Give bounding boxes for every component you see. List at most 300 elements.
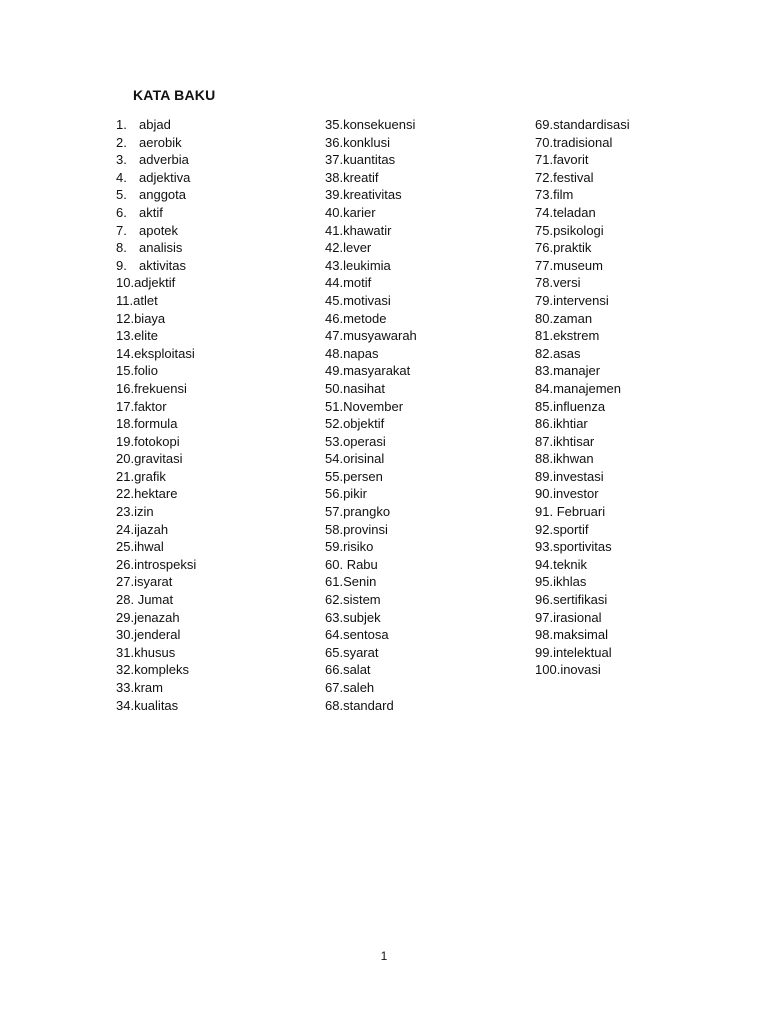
item-word: teknik	[553, 556, 588, 572]
item-number: 40.	[325, 204, 344, 220]
list-item	[116, 257, 196, 275]
item-number: 52.	[325, 416, 344, 432]
item-number: 76.	[535, 240, 554, 256]
item-number: 88.	[535, 451, 554, 467]
item-word: aktif	[139, 204, 163, 220]
list-item	[535, 626, 630, 644]
item-word: maksimal	[553, 627, 608, 643]
item-word: gravitasi	[134, 451, 183, 467]
item-number: 46.	[325, 310, 344, 326]
item-number: 84.	[535, 380, 554, 396]
list-item	[535, 450, 630, 468]
item-number: 87.	[535, 433, 554, 449]
list-item	[325, 626, 417, 644]
item-number: 51.	[325, 398, 344, 414]
item-number: 85.	[535, 398, 554, 414]
list-item	[325, 186, 417, 204]
item-number: 22.	[116, 486, 135, 502]
item-word: kreatif	[343, 169, 379, 185]
list-item	[535, 485, 630, 503]
item-word: karier	[343, 204, 376, 220]
item-word: adjektiva	[139, 169, 191, 185]
list-item	[325, 362, 417, 380]
item-word: ikhwan	[553, 451, 594, 467]
item-word: sentosa	[343, 627, 389, 643]
list-item	[116, 204, 196, 222]
item-word: investasi	[553, 468, 604, 484]
list-item	[535, 398, 630, 416]
item-word: napas	[343, 345, 379, 361]
item-word: musyawarah	[343, 328, 417, 344]
list-item	[325, 222, 417, 240]
list-item	[116, 239, 196, 257]
item-number: 69.	[535, 117, 554, 132]
item-number: 60.	[325, 556, 344, 572]
item-number: 58.	[325, 521, 344, 537]
item-number: 63.	[325, 609, 344, 625]
item-word: film	[553, 187, 574, 203]
item-word: inovasi	[560, 662, 601, 678]
list-item	[535, 345, 630, 363]
item-word: fotokopi	[134, 433, 180, 449]
item-number: 23.	[116, 504, 135, 520]
item-number: 98.	[535, 627, 554, 643]
item-word: kualitas	[134, 697, 179, 713]
item-word: pikir	[343, 486, 367, 502]
item-number: 35.	[325, 117, 344, 132]
list-item	[325, 644, 417, 662]
list-item	[116, 327, 196, 345]
list-item	[535, 362, 630, 380]
list-item	[535, 151, 630, 169]
list-item	[325, 327, 417, 345]
list-item	[325, 485, 417, 503]
item-word: operasi	[343, 433, 386, 449]
item-word: Rabu	[343, 556, 378, 572]
item-number: 42.	[325, 240, 344, 256]
item-number: 39.	[325, 187, 344, 203]
item-word: formula	[134, 416, 178, 432]
item-word: tradisional	[553, 134, 613, 150]
item-word: abjad	[139, 117, 171, 132]
item-word: sistem	[343, 592, 381, 608]
list-item	[535, 274, 630, 292]
item-number: 54.	[325, 451, 344, 467]
item-number: 36.	[325, 134, 344, 150]
item-word: teladan	[553, 204, 596, 220]
item-number: 24.	[116, 521, 135, 537]
item-number: 19.	[116, 433, 135, 449]
item-number: 53.	[325, 433, 344, 449]
item-number: 3.	[116, 152, 127, 168]
item-word: kram	[134, 680, 163, 695]
list-item	[116, 661, 196, 679]
list-item	[535, 310, 630, 328]
item-number: 44.	[325, 275, 344, 291]
list-item	[116, 186, 196, 204]
list-item	[116, 169, 196, 187]
item-word: isyarat	[134, 574, 173, 590]
item-number: 78.	[535, 275, 554, 291]
item-word: faktor	[134, 398, 167, 414]
item-word: museum	[553, 257, 603, 273]
list-item	[325, 169, 417, 187]
list-item	[325, 292, 417, 310]
item-word: Februari	[553, 504, 606, 520]
item-word: saleh	[343, 680, 375, 695]
list-item	[325, 697, 417, 715]
item-number: 62.	[325, 592, 344, 608]
list-item	[116, 380, 196, 398]
item-number: 99.	[535, 644, 554, 660]
list-item	[325, 116, 417, 134]
item-word: sportivitas	[553, 539, 612, 555]
list-item	[325, 134, 417, 152]
item-word: frekuensi	[134, 380, 187, 396]
item-number: 65.	[325, 644, 344, 660]
item-number: 17.	[116, 398, 135, 414]
item-word: atlet	[133, 292, 158, 308]
list-item	[116, 485, 196, 503]
list-item	[116, 697, 196, 715]
item-word: Senin	[343, 574, 377, 590]
item-word: November	[343, 398, 404, 414]
item-word: hektare	[134, 486, 178, 502]
item-number: 86.	[535, 416, 554, 432]
item-number: 56.	[325, 486, 344, 502]
item-word: syarat	[343, 644, 379, 660]
item-number: 34.	[116, 697, 135, 713]
item-number: 21.	[116, 468, 135, 484]
list-item	[535, 521, 630, 539]
item-word: ikhlas	[553, 574, 587, 590]
item-word: motif	[343, 275, 372, 291]
item-number: 4.	[116, 169, 127, 185]
list-item	[325, 450, 417, 468]
item-number: 57.	[325, 504, 344, 520]
list-item	[116, 644, 196, 662]
list-item	[535, 186, 630, 204]
item-word: festival	[553, 169, 594, 185]
list-item	[535, 538, 630, 556]
item-number: 77.	[535, 257, 554, 273]
item-word: manajemen	[553, 380, 622, 396]
list-item	[116, 679, 196, 697]
item-number: 27.	[116, 574, 135, 590]
list-item	[535, 591, 630, 609]
list-item	[325, 398, 417, 416]
list-item	[116, 134, 196, 152]
item-number: 100.	[535, 662, 561, 678]
item-number: 67.	[325, 680, 344, 695]
item-word: jenazah	[134, 609, 180, 625]
item-number: 1.	[116, 117, 127, 132]
item-word: kreativitas	[343, 187, 402, 203]
item-number: 15.	[116, 363, 135, 379]
list-item	[535, 380, 630, 398]
list-item	[116, 292, 196, 310]
item-number: 50.	[325, 380, 344, 396]
list-item	[116, 591, 196, 609]
item-number: 43.	[325, 257, 344, 273]
list-item	[535, 204, 630, 222]
item-word: sportif	[553, 521, 589, 537]
item-word: lever	[343, 240, 372, 256]
item-number: 55.	[325, 468, 344, 484]
item-number: 11.	[116, 292, 134, 308]
item-number: 31.	[116, 644, 135, 660]
item-number: 75.	[535, 222, 554, 238]
item-number: 90.	[535, 486, 554, 502]
item-number: 13.	[116, 328, 135, 344]
list-item	[535, 327, 630, 345]
item-word: elite	[134, 328, 158, 344]
list-item	[116, 538, 196, 556]
item-word: biaya	[134, 310, 166, 326]
item-number: 41.	[325, 222, 344, 238]
list-item	[535, 134, 630, 152]
list-item	[116, 362, 196, 380]
item-word: standardisasi	[553, 117, 630, 132]
list-item	[116, 556, 196, 574]
item-word: kuantitas	[343, 152, 396, 168]
page-number: 1	[380, 949, 388, 963]
list-item	[116, 450, 196, 468]
item-number: 82.	[535, 345, 554, 361]
item-word: introspeksi	[134, 556, 197, 572]
item-word: aerobik	[139, 134, 182, 150]
item-number: 80.	[535, 310, 554, 326]
item-number: 33.	[116, 680, 135, 695]
list-item	[325, 468, 417, 486]
item-number: 29.	[116, 609, 135, 625]
item-word: praktik	[553, 240, 592, 256]
list-item	[116, 573, 196, 591]
item-number: 96.	[535, 592, 554, 608]
list-item	[535, 573, 630, 591]
list-item	[535, 169, 630, 187]
item-word: analisis	[139, 240, 183, 256]
list-item	[325, 521, 417, 539]
item-number: 38.	[325, 169, 344, 185]
item-word: intervensi	[553, 292, 609, 308]
item-word: standard	[343, 697, 394, 713]
list-item	[325, 151, 417, 169]
item-number: 20.	[116, 451, 135, 467]
item-number: 49.	[325, 363, 344, 379]
list-item	[325, 538, 417, 556]
item-word: persen	[343, 468, 383, 484]
list-item	[325, 345, 417, 363]
list-item	[535, 609, 630, 627]
item-number: 71.	[535, 152, 554, 168]
item-number: 59.	[325, 539, 344, 555]
item-word: provinsi	[343, 521, 388, 537]
item-number: 18.	[116, 416, 135, 432]
item-word: ikhtiar	[553, 416, 588, 432]
item-number: 7.	[116, 222, 127, 238]
item-word: folio	[134, 363, 158, 379]
list-item	[325, 573, 417, 591]
item-number: 14.	[116, 345, 135, 361]
item-word: irasional	[553, 609, 602, 625]
item-word: objektif	[343, 416, 385, 432]
item-number: 94.	[535, 556, 554, 572]
item-number: 30.	[116, 627, 135, 643]
list-item	[535, 556, 630, 574]
list-item	[116, 116, 196, 134]
item-number: 97.	[535, 609, 554, 625]
item-word: kompleks	[134, 662, 189, 678]
list-item	[325, 239, 417, 257]
word-column-3	[535, 116, 630, 679]
list-item	[535, 661, 630, 679]
item-number: 68.	[325, 697, 344, 713]
item-word: aktivitas	[139, 257, 186, 273]
item-word: manajer	[553, 363, 601, 379]
item-number: 93.	[535, 539, 554, 555]
list-item	[535, 257, 630, 275]
item-number: 61.	[325, 574, 344, 590]
item-number: 45.	[325, 292, 344, 308]
list-item	[116, 222, 196, 240]
item-word: apotek	[139, 222, 179, 238]
item-number: 72.	[535, 169, 554, 185]
list-item	[325, 591, 417, 609]
list-item	[116, 468, 196, 486]
list-item	[325, 503, 417, 521]
item-number: 81.	[535, 328, 554, 344]
item-word: salat	[343, 662, 371, 678]
item-word: psikologi	[553, 222, 604, 238]
list-item	[325, 433, 417, 451]
item-number: 12.	[116, 310, 135, 326]
list-item	[535, 222, 630, 240]
list-item	[116, 609, 196, 627]
item-word: anggota	[139, 187, 186, 203]
item-word: konklusi	[343, 134, 391, 150]
item-number: 91.	[535, 504, 554, 520]
item-word: risiko	[343, 539, 374, 555]
list-item	[116, 398, 196, 416]
item-word: prangko	[343, 504, 391, 520]
item-number: 26.	[116, 556, 135, 572]
list-item	[116, 503, 196, 521]
item-word: ijazah	[134, 521, 169, 537]
item-word: favorit	[553, 152, 589, 168]
list-item	[116, 626, 196, 644]
list-item	[116, 310, 196, 328]
item-number: 8.	[116, 240, 127, 256]
list-item	[325, 679, 417, 697]
item-number: 28.	[116, 592, 135, 608]
item-word: motivasi	[343, 292, 391, 308]
item-word: nasihat	[343, 380, 385, 396]
item-number: 64.	[325, 627, 344, 643]
item-number: 6.	[116, 204, 127, 220]
item-word: influenza	[553, 398, 606, 414]
word-column-2	[325, 116, 417, 714]
list-item	[535, 468, 630, 486]
item-number: 5.	[116, 187, 127, 203]
item-number: 92.	[535, 521, 554, 537]
item-word: Jumat	[134, 592, 174, 608]
item-word: izin	[134, 504, 154, 520]
item-number: 83.	[535, 363, 554, 379]
item-number: 70.	[535, 134, 554, 150]
item-number: 32.	[116, 662, 135, 678]
list-item	[325, 415, 417, 433]
item-word: khusus	[134, 644, 176, 660]
list-item	[325, 609, 417, 627]
list-item	[325, 310, 417, 328]
list-item	[325, 661, 417, 679]
item-word: konsekuensi	[343, 117, 416, 132]
list-item	[325, 257, 417, 275]
item-word: ekstrem	[553, 328, 600, 344]
page-title: KATA BAKU	[133, 87, 216, 103]
item-word: adverbia	[139, 152, 189, 168]
item-word: investor	[553, 486, 599, 502]
list-item	[116, 521, 196, 539]
item-number: 9.	[116, 257, 127, 273]
item-word: versi	[553, 275, 581, 291]
list-item	[535, 239, 630, 257]
item-word: masyarakat	[343, 363, 411, 379]
item-word: sertifikasi	[553, 592, 608, 608]
item-word: khawatir	[343, 222, 392, 238]
item-word: zaman	[553, 310, 593, 326]
item-number: 66.	[325, 662, 344, 678]
item-number: 25.	[116, 539, 135, 555]
item-number: 2.	[116, 134, 127, 150]
item-number: 47.	[325, 328, 344, 344]
item-number: 10.	[116, 275, 135, 291]
item-word: eksploitasi	[134, 345, 195, 361]
item-number: 16.	[116, 380, 135, 396]
item-word: subjek	[343, 609, 381, 625]
list-item	[535, 644, 630, 662]
item-word: adjektif	[134, 275, 176, 291]
list-item	[116, 345, 196, 363]
item-word: grafik	[134, 468, 166, 484]
list-item	[325, 380, 417, 398]
word-column-1	[116, 116, 196, 714]
list-item	[535, 292, 630, 310]
item-number: 48.	[325, 345, 344, 361]
list-item	[325, 274, 417, 292]
item-word: asas	[553, 345, 581, 361]
item-word: ihwal	[134, 539, 164, 555]
item-number: 95.	[535, 574, 554, 590]
item-word: jenderal	[134, 627, 181, 643]
item-word: intelektual	[553, 644, 612, 660]
item-word: leukimia	[343, 257, 391, 273]
list-item	[535, 433, 630, 451]
list-item	[325, 556, 417, 574]
item-number: 89.	[535, 468, 554, 484]
list-item	[116, 415, 196, 433]
item-word: metode	[343, 310, 387, 326]
item-number: 37.	[325, 152, 344, 168]
list-item	[325, 204, 417, 222]
list-item	[535, 415, 630, 433]
item-number: 74.	[535, 204, 554, 220]
item-number: 79.	[535, 292, 554, 308]
item-number: 73.	[535, 187, 554, 203]
item-word: orisinal	[343, 451, 385, 467]
list-item	[116, 151, 196, 169]
